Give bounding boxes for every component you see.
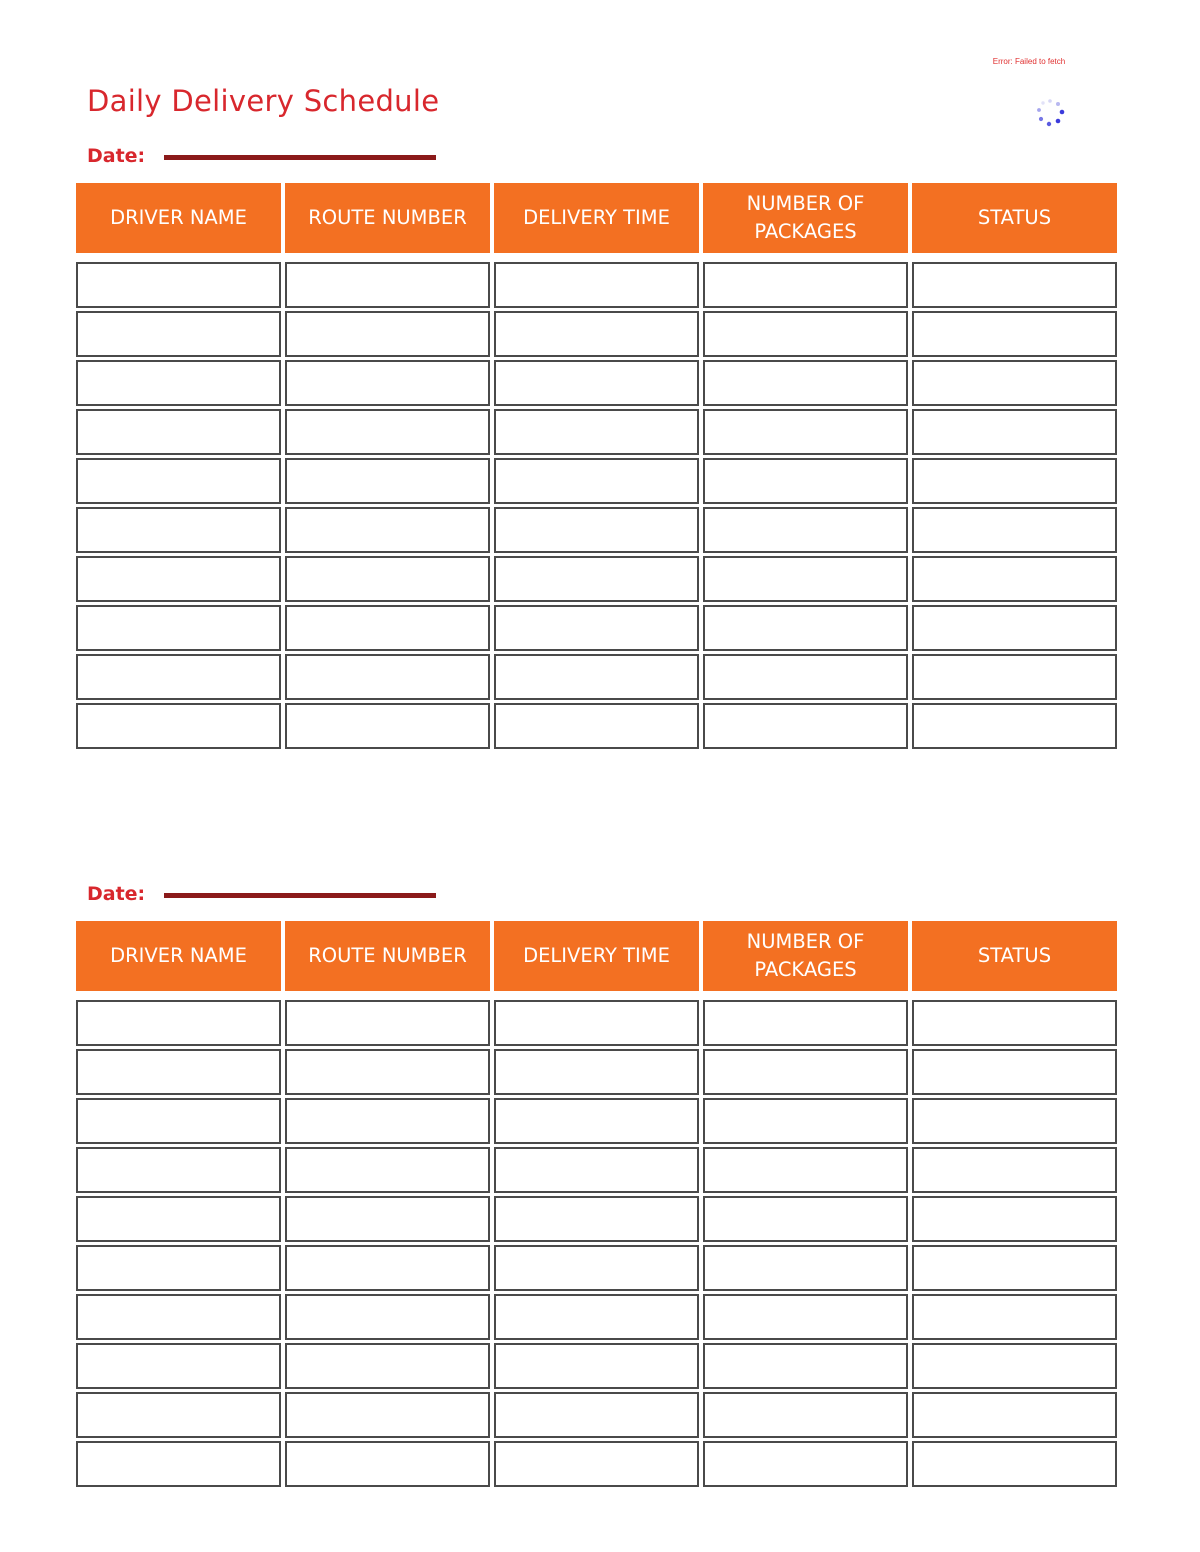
column-header: NUMBER OF PACKAGES	[703, 183, 908, 253]
table-cell[interactable]	[76, 262, 281, 308]
table-cell[interactable]	[912, 703, 1117, 749]
table-cell[interactable]	[703, 360, 908, 406]
table-cell[interactable]	[285, 605, 490, 651]
table-cell[interactable]	[285, 458, 490, 504]
table-cell[interactable]	[912, 1000, 1117, 1046]
table-cell[interactable]	[494, 1392, 699, 1438]
table-cell[interactable]	[912, 556, 1117, 602]
table-cell[interactable]	[494, 703, 699, 749]
table-cell[interactable]	[494, 507, 699, 553]
table-cell[interactable]	[494, 1294, 699, 1340]
table-cell[interactable]	[494, 1196, 699, 1242]
table-cell[interactable]	[285, 507, 490, 553]
table-cell[interactable]	[494, 1049, 699, 1095]
table-cell[interactable]	[494, 1000, 699, 1046]
table-cell[interactable]	[76, 1147, 281, 1193]
date-label: Date:	[87, 145, 146, 167]
table-cell[interactable]	[912, 1245, 1117, 1291]
table-cell[interactable]	[494, 409, 699, 455]
table-cell[interactable]	[703, 458, 908, 504]
table-cell[interactable]	[703, 262, 908, 308]
table-cell[interactable]	[76, 1392, 281, 1438]
table-cell[interactable]	[494, 605, 699, 651]
table-cell[interactable]	[76, 1098, 281, 1144]
column-header: ROUTE NUMBER	[285, 921, 490, 991]
table-cell[interactable]	[912, 262, 1117, 308]
table-cell[interactable]	[76, 1049, 281, 1095]
table-cell[interactable]	[285, 1049, 490, 1095]
table-cell[interactable]	[494, 1343, 699, 1389]
table-cell[interactable]	[285, 654, 490, 700]
table-cell[interactable]	[76, 654, 281, 700]
error-message: Error: Failed to fetch	[992, 57, 1066, 66]
table-cell[interactable]	[912, 409, 1117, 455]
table-cell[interactable]	[76, 1441, 281, 1487]
table-cell[interactable]	[912, 507, 1117, 553]
table-cell[interactable]	[494, 654, 699, 700]
table-cell[interactable]	[912, 654, 1117, 700]
table-cell[interactable]	[703, 311, 908, 357]
table-cell[interactable]	[703, 654, 908, 700]
table-cell[interactable]	[703, 1147, 908, 1193]
column-header: ROUTE NUMBER	[285, 183, 490, 253]
table-cell[interactable]	[703, 1294, 908, 1340]
table-cell[interactable]	[912, 605, 1117, 651]
column-header: NUMBER OF PACKAGES	[703, 921, 908, 991]
table-cell[interactable]	[912, 1196, 1117, 1242]
column-header: DELIVERY TIME	[494, 183, 699, 253]
table-cell[interactable]	[912, 360, 1117, 406]
table-cell[interactable]	[703, 1196, 908, 1242]
column-header: DRIVER NAME	[76, 183, 281, 253]
table-cell[interactable]	[912, 1049, 1117, 1095]
page-title: Daily Delivery Schedule	[87, 84, 440, 118]
table-cell[interactable]	[76, 1196, 281, 1242]
table-cell[interactable]	[912, 1392, 1117, 1438]
table-cell[interactable]	[912, 1098, 1117, 1144]
table-cell[interactable]	[285, 311, 490, 357]
table-cell[interactable]	[285, 1098, 490, 1144]
table-cell[interactable]	[285, 1196, 490, 1242]
column-header: DELIVERY TIME	[494, 921, 699, 991]
table-cell[interactable]	[912, 1441, 1117, 1487]
table-cell[interactable]	[494, 1147, 699, 1193]
date-underline[interactable]	[164, 155, 436, 160]
column-header: STATUS	[912, 921, 1117, 991]
table-cell[interactable]	[76, 1000, 281, 1046]
table-cell[interactable]	[285, 262, 490, 308]
table-cell[interactable]	[76, 556, 281, 602]
table-cell[interactable]	[703, 1049, 908, 1095]
date-field-1	[87, 141, 145, 171]
table-cell[interactable]	[912, 311, 1117, 357]
table-cell[interactable]	[912, 1294, 1117, 1340]
table-cell[interactable]	[76, 507, 281, 553]
table-cell[interactable]	[285, 703, 490, 749]
table-cell[interactable]	[494, 311, 699, 357]
date-label: Date:	[87, 883, 146, 905]
date-underline[interactable]	[164, 893, 436, 898]
table-cell[interactable]	[912, 1147, 1117, 1193]
table-cell[interactable]	[494, 1098, 699, 1144]
table-cell[interactable]	[703, 1245, 908, 1291]
table-cell[interactable]	[912, 458, 1117, 504]
table-cell[interactable]	[76, 1294, 281, 1340]
table-cell[interactable]	[703, 409, 908, 455]
table-cell[interactable]	[494, 1245, 699, 1291]
table-cell[interactable]	[494, 262, 699, 308]
table-cell[interactable]	[703, 703, 908, 749]
table-cell[interactable]	[285, 1147, 490, 1193]
column-header: STATUS	[912, 183, 1117, 253]
table-cell[interactable]	[703, 1392, 908, 1438]
table-cell[interactable]	[76, 1245, 281, 1291]
table-cell[interactable]	[76, 1343, 281, 1389]
table-cell[interactable]	[494, 1441, 699, 1487]
table-cell[interactable]	[285, 556, 490, 602]
table-cell[interactable]	[285, 360, 490, 406]
schedule-table-2	[76, 921, 1118, 1487]
table-cell[interactable]	[494, 458, 699, 504]
table-cell[interactable]	[285, 1000, 490, 1046]
table-cell[interactable]	[285, 1343, 490, 1389]
table-cell[interactable]	[76, 311, 281, 357]
loading-spinner-icon	[1034, 98, 1066, 128]
table-cell[interactable]	[285, 1441, 490, 1487]
table-cell[interactable]	[912, 1343, 1117, 1389]
table-cell[interactable]	[703, 1441, 908, 1487]
table-cell[interactable]	[494, 360, 699, 406]
table-cell[interactable]	[76, 409, 281, 455]
date-field-2	[87, 879, 145, 909]
table-cell[interactable]	[76, 703, 281, 749]
table-cell[interactable]	[703, 556, 908, 602]
table-cell[interactable]	[76, 360, 281, 406]
table-cell[interactable]	[703, 1343, 908, 1389]
table-cell[interactable]	[703, 507, 908, 553]
table-cell[interactable]	[285, 1392, 490, 1438]
table-cell[interactable]	[285, 1294, 490, 1340]
table-cell[interactable]	[703, 1000, 908, 1046]
table-cell[interactable]	[494, 556, 699, 602]
table-cell[interactable]	[703, 1098, 908, 1144]
schedule-table-1	[76, 183, 1118, 749]
table-cell[interactable]	[76, 605, 281, 651]
table-cell[interactable]	[76, 458, 281, 504]
table-cell[interactable]	[285, 409, 490, 455]
table-cell[interactable]	[703, 605, 908, 651]
column-header: DRIVER NAME	[76, 921, 281, 991]
table-cell[interactable]	[285, 1245, 490, 1291]
